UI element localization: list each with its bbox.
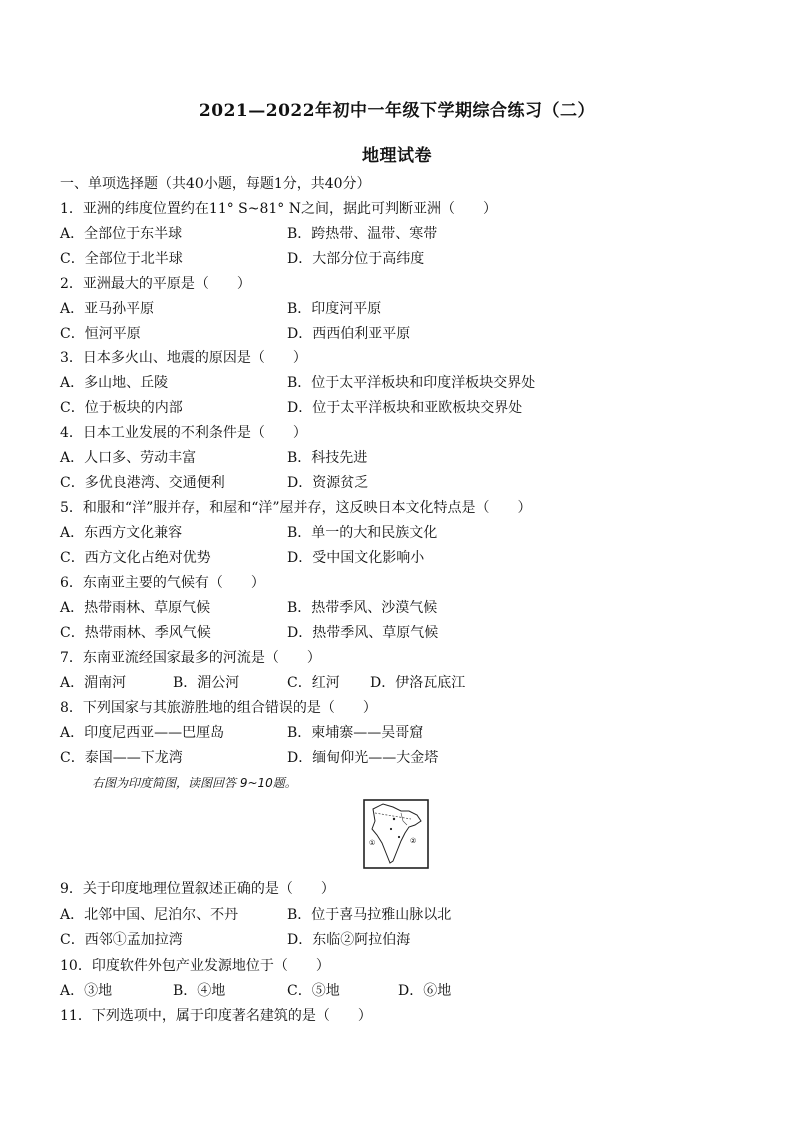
question-option[interactable]: A．亚马孙平原 <box>60 301 155 317</box>
exam-title: 2021—2022年初中一年级下学期综合练习（二） <box>198 101 596 121</box>
question-option[interactable]: D．⑥地 <box>398 983 452 999</box>
question-option[interactable]: D．资源贫乏 <box>287 475 369 491</box>
question-option[interactable]: C．西方文化占绝对优势 <box>60 550 211 566</box>
question-option[interactable]: C．红河 <box>287 675 340 691</box>
question-option[interactable]: B．湄公河 <box>173 675 240 691</box>
question-option[interactable]: B．科技先进 <box>287 450 368 466</box>
question-option[interactable]: D．位于太平洋板块和亚欧板块交界处 <box>287 400 523 416</box>
question-option[interactable]: B．柬埔寨——吴哥窟 <box>287 725 424 741</box>
map-marker-2: ② <box>410 837 417 845</box>
question-option[interactable]: D．大部分位于高纬度 <box>287 251 425 267</box>
question-option[interactable]: C．热带雨林、季风气候 <box>60 625 211 641</box>
india-map <box>363 799 429 869</box>
question-option[interactable]: B．印度河平原 <box>287 301 382 317</box>
question-stem: 11．下列选项中，属于印度著名建筑的是（ ） <box>60 1008 372 1024</box>
question-option[interactable]: C．西邻①孟加拉湾 <box>60 932 183 948</box>
question-option[interactable]: C．恒河平原 <box>60 326 141 342</box>
question-stem: 2．亚洲最大的平原是（ ） <box>60 276 251 292</box>
question-option[interactable]: D．东临②阿拉伯海 <box>287 932 411 948</box>
exam-subtitle: 地理试卷 <box>362 146 432 166</box>
map-marker-1: ① <box>369 839 376 847</box>
question-option[interactable]: A．热带雨林、草原气候 <box>60 600 211 616</box>
question-stem: 5．和服和“洋”服并存，和屋和“洋”屋并存，这反映日本文化特点是（ ） <box>60 500 532 516</box>
question-option[interactable]: D．受中国文化影响小 <box>287 550 425 566</box>
question-option[interactable]: C．⑤地 <box>287 983 340 999</box>
question-option[interactable]: C．泰国——下龙湾 <box>60 750 183 766</box>
india-map-figure <box>363 799 429 869</box>
question-option[interactable]: D．热带季风、草原气候 <box>287 625 439 641</box>
question-option[interactable]: B．跨热带、温带、寒带 <box>287 226 438 242</box>
question-option[interactable]: B．位于喜马拉雅山脉以北 <box>287 907 452 923</box>
question-option[interactable]: A．全部位于东半球 <box>60 226 183 242</box>
question-option[interactable]: D．伊洛瓦底江 <box>370 675 466 691</box>
question-stem: 3．日本多火山、地震的原因是（ ） <box>60 350 307 366</box>
question-option[interactable]: B．位于太平洋板块和印度洋板块交界处 <box>287 375 536 391</box>
question-option[interactable]: C．位于板块的内部 <box>60 400 183 416</box>
question-option[interactable]: A．湄南河 <box>60 675 127 691</box>
question-stem: 8．下列国家与其旅游胜地的组合错误的是（ ） <box>60 700 377 716</box>
question-option[interactable]: D．缅甸仰光——大金塔 <box>287 750 439 766</box>
question-stem: 7．东南亚流经国家最多的河流是（ ） <box>60 650 321 666</box>
question-option[interactable]: A．人口多、劳动丰富 <box>60 450 197 466</box>
question-option[interactable]: B．④地 <box>173 983 226 999</box>
question-option[interactable]: A．多山地、丘陵 <box>60 375 169 391</box>
question-option[interactable]: C．多优良港湾、交通便利 <box>60 475 225 491</box>
question-option[interactable]: A．北邻中国、尼泊尔、不丹 <box>60 907 239 923</box>
question-stem: 6．东南亚主要的气候有（ ） <box>60 575 265 591</box>
question-option[interactable]: C．全部位于北半球 <box>60 251 183 267</box>
question-stem: 10．印度软件外包产业发源地位于（ ） <box>60 958 330 974</box>
question-option[interactable]: B．单一的大和民族文化 <box>287 525 438 541</box>
question-stem: 9．关于印度地理位置叙述正确的是（ ） <box>60 881 335 897</box>
question-option[interactable]: D．西西伯利亚平原 <box>287 326 411 342</box>
question-option[interactable]: A．东西方文化兼容 <box>60 525 183 541</box>
question-stem: 1．亚洲的纬度位置约在11° S~81° N之间，据此可判断亚洲（ ） <box>60 201 498 217</box>
question-stem: 4．日本工业发展的不利条件是（ ） <box>60 425 307 441</box>
question-option[interactable]: B．热带季风、沙漠气候 <box>287 600 438 616</box>
section-heading: 一、单项选择题（共40小题，每题1分，共40分） <box>60 176 371 192</box>
question-option[interactable]: A．印度尼西亚——巴厘岛 <box>60 725 225 741</box>
question-option[interactable]: A．③地 <box>60 983 113 999</box>
map-instruction: 右图为印度简图，读图回答 9~10题。 <box>92 776 297 790</box>
